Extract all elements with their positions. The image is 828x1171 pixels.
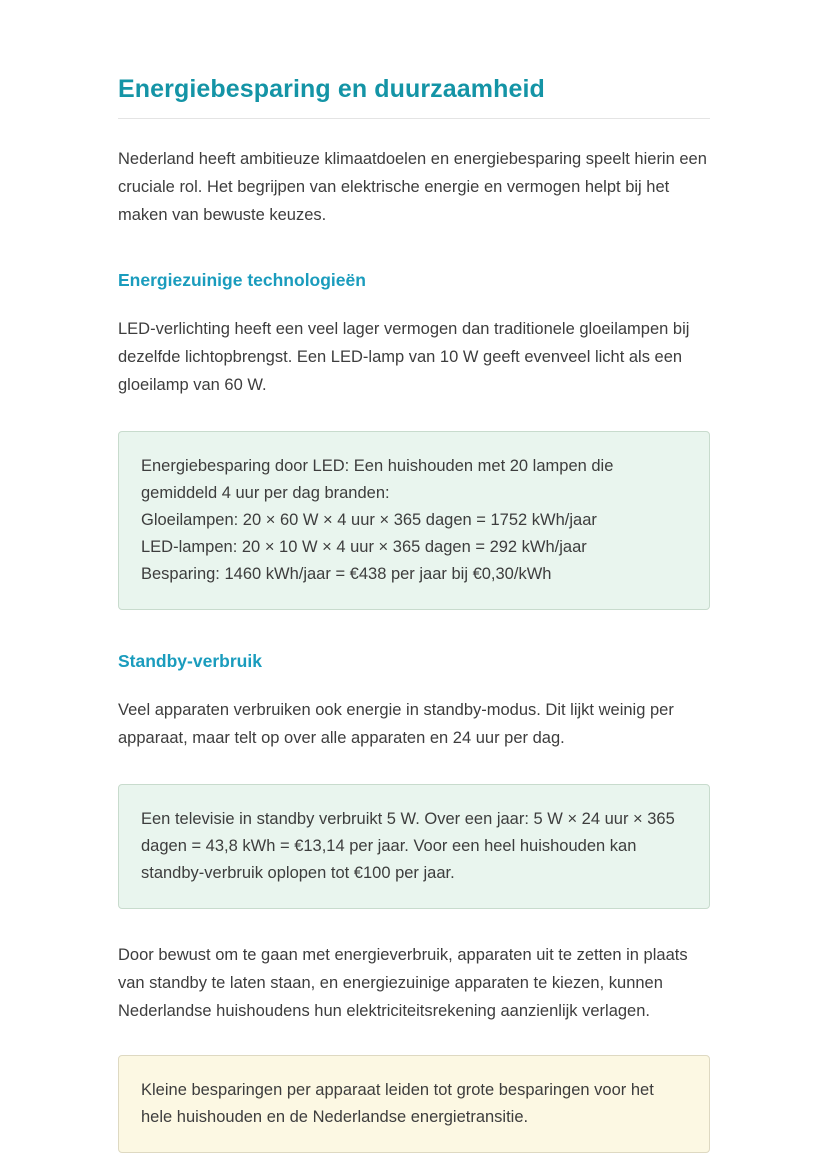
document-page [118,0,710,1153]
section-paragraph-led: LED-verlichting heeft een veel lager vermogen dan traditionele gloeilampen bij dezelfde lichtopbrengst. Een LED-lamp van 10 W geeft evenveel licht als een gloeilamp van 60 W. [118,320,690,394]
section-paragraph-standby: Veel apparaten verbruiken ook energie in standby-modus. Dit lijkt weinig per apparaat, maar telt op over alle apparaten en 24 uur per dag. [118,701,674,747]
intro-paragraph: Nederland heeft ambitieuze klimaatdoelen en energiebesparing speelt hierin een cruciale rol. Het begrijpen van elektrische energie en vermogen helpt bij het maken van bewuste keuzes. [118,150,707,224]
closing-paragraph: Door bewust om te gaan met energieverbruik, apparaten uit te zetten in plaats van standby te laten staan, en energiezuinige apparaten te kiezen, kunnen Nederlandse huishoudens hun elektriciteitsrekening aanzienlijk verlagen. [118,946,688,1020]
section-heading-standby-verbruik: Standby-verbruik [118,651,262,671]
callout-box-led-besparing [118,431,710,610]
highlight-text: Kleine besparingen per apparaat leiden tot grote besparingen voor het hele huishouden en de Nederlandse energietransitie. [141,1081,654,1126]
page-title: Energiebesparing en duurzaamheid [118,75,545,103]
callout-line: Een televisie in standby verbruikt 5 W. Over een jaar: 5 W × 24 uur × 365 dagen = 43,8 kWh = €13,14 per jaar. Voor een heel huishouden kan standby-verbruik oplopen tot €100 per jaar. [141,810,675,882]
callout-line: Gloeilampen: 20 × 60 W × 4 uur × 365 dagen = 1752 kWh/jaar [141,511,597,529]
callout-line: Energiebesparing door LED: Een huishouden met 20 lampen die gemiddeld 4 uur per dag branden: [141,457,614,502]
callout-line: Besparing: 1460 kWh/jaar = €438 per jaar bij €0,30/kWh [141,565,552,583]
callout-box-standby-berekening [118,784,710,909]
section-heading-energiezuinige-technologieen: Energiezuinige technologieën [118,270,366,290]
title-divider [118,118,710,119]
highlight-box [118,1055,710,1153]
callout-line: LED-lampen: 20 × 10 W × 4 uur × 365 dagen = 292 kWh/jaar [141,538,587,556]
